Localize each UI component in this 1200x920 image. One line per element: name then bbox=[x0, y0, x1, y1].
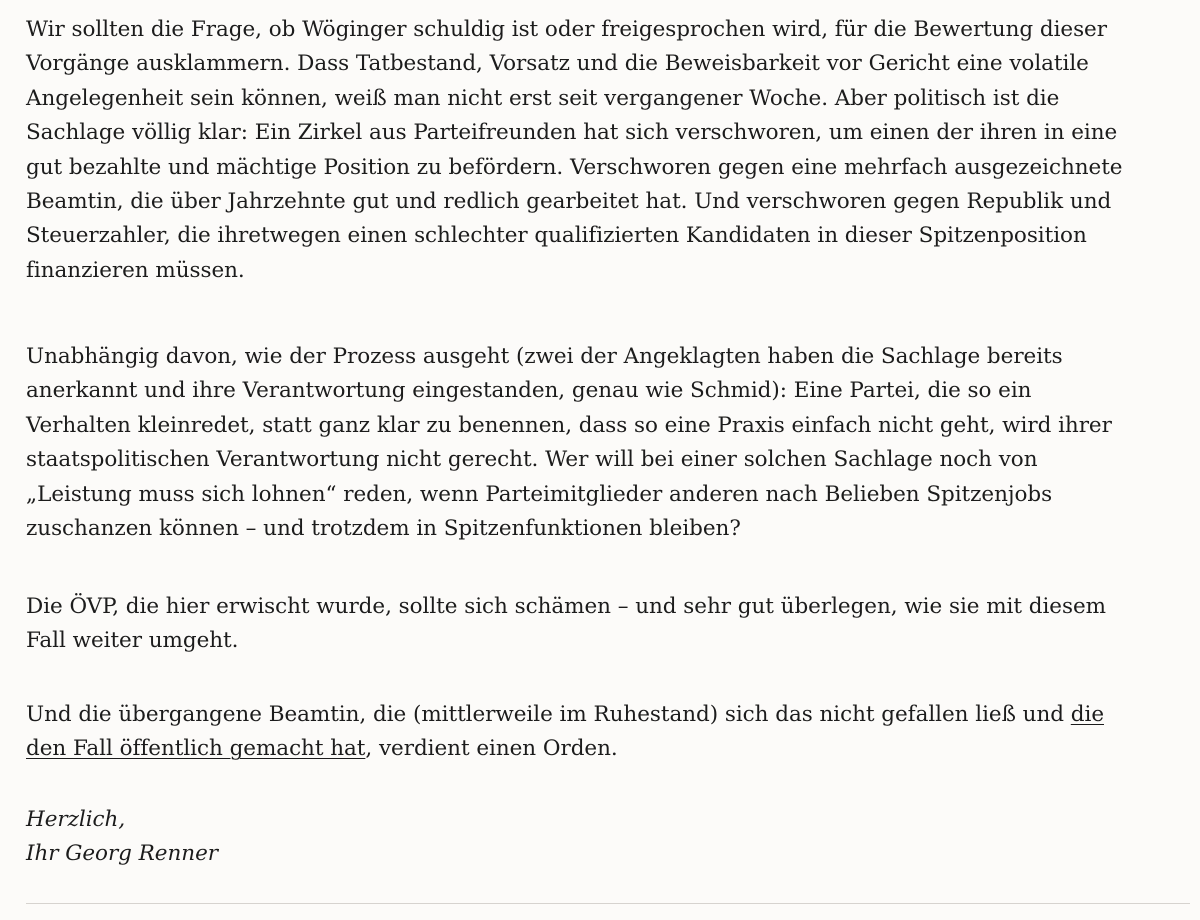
paragraph-4 bbox=[26, 698, 1186, 767]
paragraph-line: Steuerzahler, die ihretwegen einen schlechter qualifizierten Kandidaten in dieser Spitzenposition bbox=[26, 223, 1087, 249]
paragraph-line: finanzieren müssen. bbox=[26, 257, 245, 283]
paragraph-line: Beamtin, die über Jahrzehnte gut und redlich gearbeitet hat. Und verschworen gegen Republik und bbox=[26, 189, 1112, 215]
paragraph-line: Angelegenheit sein können, weiß man nicht erst seit vergangener Woche. Aber politisch ist die bbox=[26, 85, 1060, 111]
article-link-part-2[interactable]: den Fall öffentlich gemacht hat bbox=[26, 736, 366, 762]
paragraph-text: , verdient einen Orden. bbox=[365, 736, 618, 762]
paragraph-1 bbox=[26, 13, 1186, 288]
paragraph-line: „Leistung muss sich lohnen“ reden, wenn Parteimitglieder anderen nach Belieben Spitzenjobs bbox=[26, 481, 1053, 507]
article-link-part-1[interactable]: die bbox=[1070, 702, 1104, 727]
paragraph-line: zuschanzen können – und trotzdem in Spitzenfunktionen bleiben? bbox=[26, 516, 741, 542]
paragraph-2 bbox=[26, 340, 1186, 546]
paragraph-line: Sachlage völlig klar: Ein Zirkel aus Parteifreunden hat sich verschworen, um einen der ihren in eine bbox=[26, 120, 1118, 146]
paragraph-line bbox=[26, 698, 1186, 732]
paragraph-line: Fall weiter umgeht. bbox=[26, 628, 239, 654]
paragraph-line: Wir sollten die Frage, ob Wöginger schuldig ist oder freigesprochen wird, für die Bewertung dieser bbox=[26, 17, 1107, 42]
paragraph-line: gut bezahlte und mächtige Position zu befördern. Verschworen gegen eine mehrfach ausgezeichnete bbox=[26, 154, 1123, 180]
paragraph-3 bbox=[26, 590, 1186, 659]
paragraph-line: Unabhängig davon, wie der Prozess ausgeht (zwei der Angeklagten haben die Sachlage bereits bbox=[26, 344, 1063, 369]
paragraph-line: Vorgänge ausklammern. Dass Tatbestand, Vorsatz und die Beweisbarkeit vor Gericht eine volatile bbox=[26, 51, 1089, 77]
paragraph-line bbox=[26, 732, 1186, 766]
divider bbox=[26, 903, 1190, 904]
signoff-greeting: Herzlich, bbox=[26, 807, 126, 832]
paragraph-line: Verhalten kleinredet, statt ganz klar zu benennen, dass so eine Praxis einfach nicht geht, wird ihrer bbox=[26, 412, 1112, 438]
paragraph-line: staatspolitischen Verantwortung nicht gerecht. Wer will bei einer solchen Sachlage noch von bbox=[26, 447, 1038, 473]
paragraph-line: anerkannt und ihre Verantwortung eingestanden, genau wie Schmid): Eine Partei, die so ein bbox=[26, 378, 1032, 404]
paragraph-line: Die ÖVP, die hier erwischt wurde, sollte sich schämen – und sehr gut überlegen, wie sie mit diesem bbox=[26, 594, 1106, 619]
signoff-name: Ihr Georg Renner bbox=[26, 841, 218, 867]
paragraph-text: Und die übergangene Beamtin, die (mittlerweile im Ruhestand) sich das nicht gefallen ließ und bbox=[26, 702, 1071, 727]
signoff bbox=[26, 803, 1186, 872]
